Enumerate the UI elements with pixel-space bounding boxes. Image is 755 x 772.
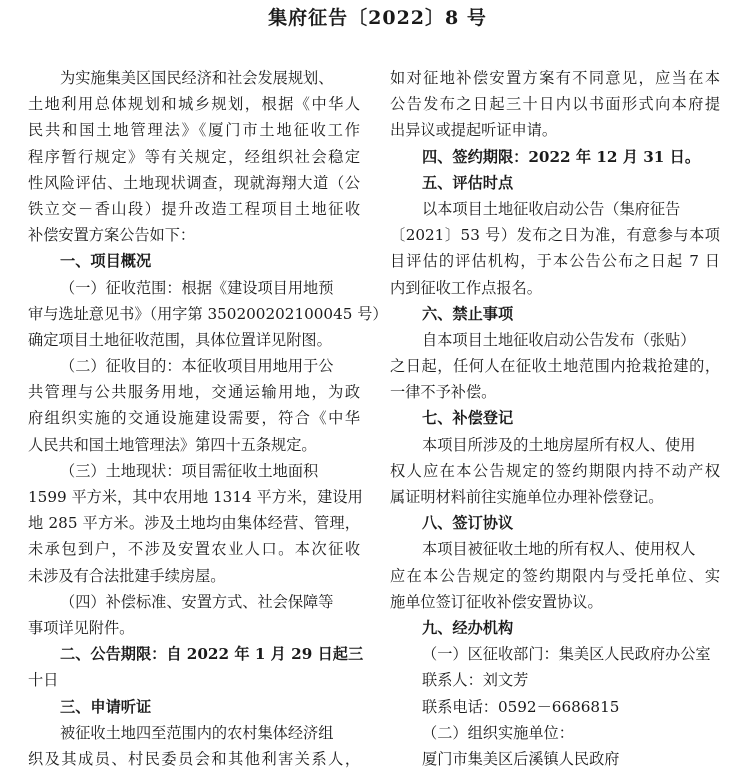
paragraph-line: 为实施集美区国民经济和社会发展规划、 <box>60 69 334 87</box>
paragraph-line: 铁立交－香山段）提升改造工程项目土地征收 <box>28 199 360 218</box>
paragraph-line: 织及其成员、村民委员会和其他利害关系人， <box>28 749 360 768</box>
paragraph-line: 出异议或提起听证申请。 <box>390 121 558 140</box>
paragraph-line: 属证明材料前往实施单位办理补偿登记。 <box>390 488 664 506</box>
section-heading: 七、补偿登记 <box>422 409 514 428</box>
section-heading: 三、申请听证 <box>60 697 152 716</box>
paragraph-line: 以本项目土地征收启动公告（集府征告 <box>422 199 681 218</box>
paragraph-line: 厦门市集美区后溪镇人民政府 <box>422 749 620 768</box>
paragraph-line: 内到征收工作点报名。 <box>390 278 542 297</box>
paragraph-line: （二）征收目的：本征收项目用地用于公 <box>60 357 334 376</box>
paragraph-line: （一）征收范围：根据《建设项目用地预 <box>60 278 334 297</box>
paragraph-line: 地 285 平方米。涉及土地均由集体经营、管理， <box>28 514 360 533</box>
paragraph-line: 共管理与公共服务用地，交通运输用地，为政 <box>28 383 360 402</box>
paragraph-line: 被征收土地四至范围内的农村集体经济组 <box>60 723 334 742</box>
paragraph-line: 应在本公告规定的签约期限内与受托单位、实 <box>390 566 720 585</box>
paragraph-line: 一律不予补偿。 <box>390 383 497 402</box>
contact-person: 联系人：刘文芳 <box>422 671 529 690</box>
paragraph-line: 补偿安置方案公告如下： <box>28 226 196 245</box>
paragraph-line: 性风险评估、土地现状调查，现就海翔大道（公 <box>28 173 360 192</box>
paragraph-line: 事项详见附件。 <box>28 618 135 637</box>
section-heading: 八、签订协议 <box>422 514 514 533</box>
paragraph-line: （三）土地现状：项目需征收土地面积 <box>60 461 319 480</box>
paragraph-line: 未承包到户，不涉及安置农业人口。本次征收 <box>28 540 360 559</box>
paragraph-line: （四）补偿标准、安置方式、社会保障等 <box>60 592 334 611</box>
section-heading: 二、公告期限：自 2022 年 1 月 29 日起三 <box>60 645 364 664</box>
paragraph-line: 1599 平方米，其中农用地 1314 平方米，建设用 <box>28 488 363 506</box>
paragraph-line: 如对征地补偿安置方案有不同意见，应当在本 <box>390 69 720 87</box>
paragraph-line: 公告发布之日起三十日内以书面形式向本府提 <box>390 95 720 114</box>
paragraph-line: 确定项目土地征收范围，具体位置详见附图。 <box>28 330 332 349</box>
paragraph-line: 民共和国土地管理法》《厦门市土地征收工作 <box>28 121 360 140</box>
paragraph-line: 未涉及有合法批建手续房屋。 <box>28 566 226 585</box>
section-heading: 四、签约期限：2022 年 12 月 31 日。 <box>422 147 701 166</box>
paragraph-line: 人民共和国土地管理法》第四十五条规定。 <box>28 435 317 454</box>
section-heading: 一、项目概况 <box>60 252 152 271</box>
paragraph-line: 府组织实施的交通设施建设需要，符合《中华 <box>28 409 360 428</box>
paragraph-line: 自本项目土地征收启动公告发布（张贴） <box>422 330 696 349</box>
section-heading: 九、经办机构 <box>422 618 514 637</box>
paragraph-line: 之日起，任何人在征收土地范围内抢栽抢建的， <box>390 357 720 376</box>
document-title: 集府征告〔2022〕8 号 <box>268 7 487 29</box>
paragraph-line: 施单位签订征收补偿安置协议。 <box>390 592 603 611</box>
contact-phone: 联系电话：0592－6686815 <box>422 697 620 716</box>
paragraph-line: 本项目被征收土地的所有权人、使用权人 <box>422 540 696 559</box>
paragraph-line: （二）组织实施单位： <box>422 723 574 742</box>
paragraph-line: 权人应在本公告规定的签约期限内持不动产权 <box>390 461 720 480</box>
paragraph-line: 〔2021〕53 号）发布之日为准，有意参与本项 <box>390 226 720 245</box>
section-heading: 六、禁止事项 <box>422 304 514 323</box>
paragraph-line: 审与选址意见书》（用字第 350200202100045 号） <box>28 304 388 323</box>
paragraph-line: （一）区征收部门：集美区人民政府办公室 <box>422 645 711 664</box>
paragraph-line: 土地利用总体规划和城乡规划，根据《中华人 <box>28 95 360 114</box>
paragraph-line: 十日 <box>28 671 59 690</box>
paragraph-line: 本项目所涉及的土地房屋所有权人、使用 <box>422 435 696 454</box>
right-column <box>390 65 720 772</box>
section-heading: 五、评估时点 <box>422 173 514 192</box>
paragraph-line: 目评估的评估机构，于本公告公布之日起 7 日 <box>390 252 720 271</box>
paragraph-line: 程序暂行规定》等有关规定，经组织社会稳定 <box>28 147 360 166</box>
left-column <box>28 65 388 772</box>
